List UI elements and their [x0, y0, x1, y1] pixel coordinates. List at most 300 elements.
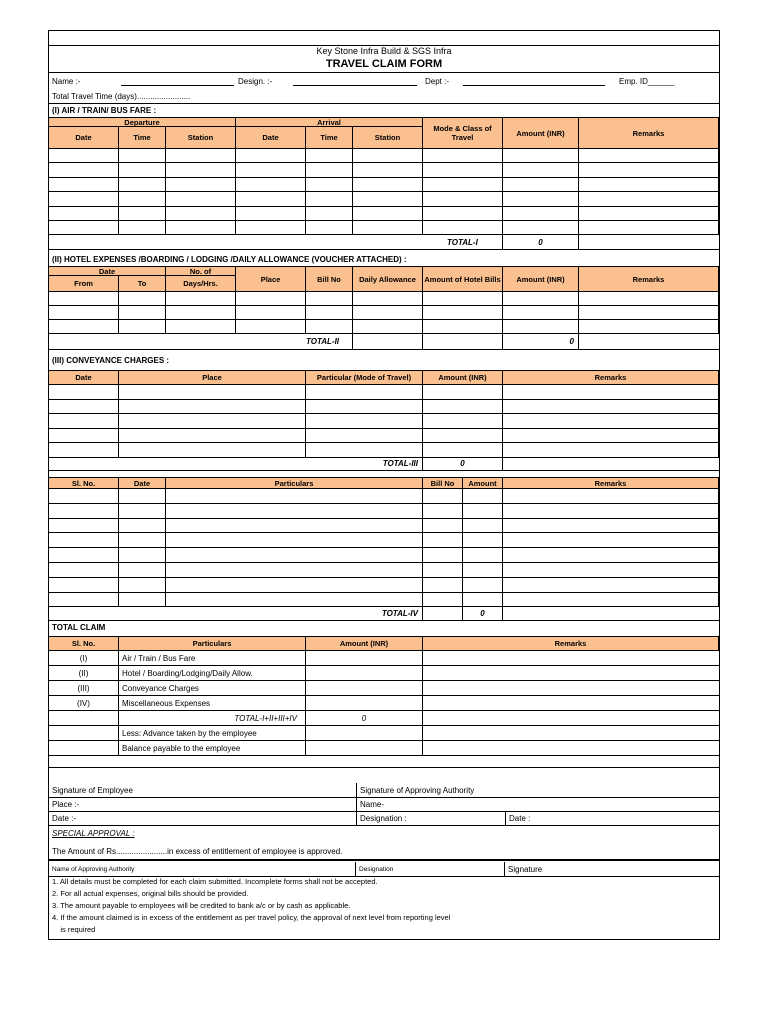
note-4: 4. If the amount claimed is in excess of the entitlement as per travel policy, the approval of next level from reporting level: [52, 913, 451, 922]
table-cell[interactable]: [49, 178, 119, 192]
departure-header: Departure: [49, 117, 236, 127]
table-cell[interactable]: [306, 385, 423, 400]
place-label[interactable]: Place :-: [49, 798, 356, 812]
table-cell[interactable]: [423, 651, 719, 666]
table-cell[interactable]: [423, 207, 503, 221]
table-cell[interactable]: [503, 385, 719, 400]
table-cell[interactable]: [49, 414, 119, 429]
date-group-header: Date: [49, 266, 166, 276]
table-cell[interactable]: [119, 504, 166, 519]
table-cell[interactable]: [49, 443, 119, 458]
table-cell[interactable]: [423, 221, 503, 235]
table-cell[interactable]: [463, 533, 503, 548]
table-cell[interactable]: [236, 320, 306, 334]
section1-title: (I) AIR / TRAIN/ BUS FARE :: [52, 106, 157, 115]
table-cell[interactable]: [503, 519, 719, 534]
table-cell[interactable]: [166, 149, 236, 163]
less-advance-label: Less: Advance taken by the employee: [119, 726, 306, 741]
table-cell[interactable]: [353, 163, 423, 177]
table-cell[interactable]: [119, 207, 166, 221]
table-cell[interactable]: [503, 292, 579, 306]
approver-date-label[interactable]: Date :: [505, 812, 719, 826]
table-cell[interactable]: [503, 192, 579, 206]
table-cell[interactable]: [503, 548, 719, 563]
table-cell[interactable]: [503, 533, 719, 548]
total-claim-sl: (III): [49, 681, 119, 696]
table-cell[interactable]: [353, 292, 423, 306]
table-cell[interactable]: [119, 306, 166, 320]
table-cell[interactable]: [579, 207, 719, 221]
table-cell[interactable]: [119, 221, 166, 235]
section4-col-header: Particulars: [166, 477, 423, 489]
section4-data-row: [49, 563, 719, 578]
section3-col-header: Date: [49, 370, 119, 385]
table-cell: [49, 741, 119, 756]
special-approval-title-row: [49, 826, 719, 840]
total-claim-col-header: Particulars: [119, 636, 306, 651]
section1-col-header: Amount (INR): [503, 117, 579, 149]
balance-label: Balance payable to the employee: [119, 741, 306, 756]
table-cell[interactable]: [119, 533, 166, 548]
table-cell[interactable]: [463, 563, 503, 578]
section1-data-row: [49, 192, 719, 206]
table-cell: [49, 726, 119, 741]
section1-total-row: [49, 235, 719, 250]
table-cell[interactable]: [503, 400, 719, 415]
table-cell[interactable]: [503, 414, 719, 429]
table-cell[interactable]: [119, 292, 166, 306]
table-cell[interactable]: [49, 149, 119, 163]
section1-total-label: TOTAL-I: [423, 235, 503, 250]
table-cell[interactable]: [423, 306, 503, 320]
table-cell[interactable]: [423, 334, 503, 350]
table-cell[interactable]: [463, 578, 503, 593]
table-cell[interactable]: [306, 666, 423, 681]
section2-title: (II) HOTEL EXPENSES /BOARDING / LODGING /DAILY ALLOWANCE (VOUCHER ATTACHED) :: [52, 255, 407, 264]
table-cell[interactable]: [306, 149, 353, 163]
section4-total-value: 0: [463, 607, 503, 621]
total-claim-total-value: 0: [306, 711, 423, 726]
table-cell[interactable]: [423, 443, 503, 458]
table-cell[interactable]: [166, 320, 236, 334]
section2-col-header: Daily Allowance: [353, 266, 423, 292]
total-claim-title: TOTAL CLAIM: [52, 623, 106, 632]
section3-header-row: [49, 370, 719, 385]
table-cell[interactable]: [166, 489, 423, 504]
table-cell[interactable]: [236, 192, 306, 206]
section4-col-header: Amount: [463, 477, 503, 489]
table-cell[interactable]: [119, 489, 166, 504]
section4-data-row: [49, 593, 719, 608]
section4-col-header: Sl. No.: [49, 477, 119, 489]
top-strip: [49, 31, 719, 46]
designation-label: Design. :-: [238, 76, 273, 86]
table-cell[interactable]: [166, 519, 423, 534]
travel-time-label[interactable]: Total Travel Time (days)........................: [52, 91, 191, 101]
section3-col-header: Remarks: [503, 370, 719, 385]
table-cell[interactable]: [49, 163, 119, 177]
approving-authority-signature-label[interactable]: Signature: [508, 864, 543, 874]
table-cell[interactable]: [166, 163, 236, 177]
section2-col-header: Remarks: [579, 266, 719, 292]
total-claim-title-row: [49, 621, 719, 634]
table-cell[interactable]: [579, 192, 719, 206]
table-cell[interactable]: [306, 443, 423, 458]
table-cell[interactable]: [236, 207, 306, 221]
section2-title-row: [49, 253, 719, 266]
table-cell[interactable]: [503, 178, 579, 192]
table-cell[interactable]: [353, 192, 423, 206]
table-cell[interactable]: [166, 504, 423, 519]
table-cell[interactable]: [306, 400, 423, 415]
table-cell[interactable]: [423, 726, 719, 741]
table-cell[interactable]: [423, 593, 463, 608]
divider: [49, 860, 719, 861]
name-field[interactable]: [121, 85, 234, 86]
total-claim-row: [49, 681, 719, 696]
table-cell[interactable]: [503, 593, 719, 608]
section2-col-header: Place: [236, 266, 306, 292]
table-cell[interactable]: [49, 306, 119, 320]
table-cell[interactable]: [423, 533, 463, 548]
section3-col-header: Amount (INR): [423, 370, 503, 385]
table-cell[interactable]: [463, 489, 503, 504]
table-cell[interactable]: [166, 192, 236, 206]
section3-col-header: Place: [119, 370, 306, 385]
table-cell[interactable]: [503, 443, 719, 458]
table-cell[interactable]: [166, 221, 236, 235]
table-cell[interactable]: [306, 414, 423, 429]
table-cell[interactable]: [49, 504, 119, 519]
table-cell[interactable]: [306, 696, 423, 711]
section3-data-row: [49, 400, 719, 415]
form-title: TRAVEL CLAIM FORM: [49, 58, 719, 73]
table-cell[interactable]: [463, 593, 503, 608]
section4-data-row: [49, 504, 719, 519]
special-approval-title: SPECIAL APPROVAL :: [52, 828, 135, 838]
total-claim-sl: (I): [49, 651, 119, 666]
table-cell[interactable]: [306, 429, 423, 444]
table-cell[interactable]: [579, 221, 719, 235]
section3-data-row: [49, 414, 719, 429]
table-cell[interactable]: [423, 429, 503, 444]
total-claim-row: [49, 651, 719, 666]
section1-group-header: [49, 117, 719, 127]
date-row: [49, 812, 719, 826]
section1-data-row: [49, 207, 719, 221]
approving-authority-designation-label[interactable]: Designation: [356, 862, 505, 876]
section1-col-header: Date: [236, 127, 306, 149]
table-cell[interactable]: [236, 163, 306, 177]
table-cell[interactable]: [503, 458, 719, 471]
table-cell[interactable]: [423, 320, 503, 334]
approver-designation-label[interactable]: Designation :: [356, 812, 505, 826]
table-cell[interactable]: [49, 292, 119, 306]
table-cell[interactable]: [353, 306, 423, 320]
section2-col-header: Amount of Hotel Bills: [423, 266, 503, 292]
table-cell[interactable]: [579, 163, 719, 177]
section2-col-header: Bill No: [306, 266, 353, 292]
arrival-header: Arrival: [236, 117, 423, 127]
table-cell[interactable]: [423, 163, 503, 177]
section4-data-row: [49, 489, 719, 504]
table-cell[interactable]: [306, 292, 353, 306]
table-cell[interactable]: [119, 443, 306, 458]
table-cell[interactable]: [166, 548, 423, 563]
section4-data-row: [49, 533, 719, 548]
section3-data-row: [49, 443, 719, 458]
table-cell[interactable]: [423, 192, 503, 206]
table-cell[interactable]: [503, 504, 719, 519]
travel-time-row: [49, 89, 719, 103]
signature-row: [49, 783, 719, 798]
table-cell[interactable]: [236, 149, 306, 163]
table-cell[interactable]: [423, 681, 719, 696]
table-cell[interactable]: [423, 400, 503, 415]
table-cell[interactable]: [306, 221, 353, 235]
total-claim-col-header: Amount (INR): [306, 636, 423, 651]
note-3: 3. The amount payable to employees will be credited to bank a/c or by cash as applicable.: [52, 901, 351, 910]
table-cell[interactable]: [49, 563, 119, 578]
total-claim-row: [49, 666, 719, 681]
table-cell[interactable]: [119, 385, 306, 400]
table-cell[interactable]: [503, 320, 579, 334]
section3-data-row: [49, 429, 719, 444]
table-cell[interactable]: [49, 221, 119, 235]
designation-field[interactable]: [293, 85, 417, 86]
section2-total-label: TOTAL-II: [306, 334, 353, 350]
note-5: is required: [52, 925, 96, 934]
table-cell[interactable]: [503, 163, 579, 177]
place-row: [49, 798, 719, 812]
section1-col-header: Remarks: [579, 117, 719, 149]
total-claim-col-header: Sl. No.: [49, 636, 119, 651]
name-label: Name :-: [52, 76, 81, 86]
table-cell[interactable]: [49, 429, 119, 444]
section2-col-header: Amount (INR): [503, 266, 579, 292]
total-claim-row: [49, 696, 719, 711]
total-claim-total-label: TOTAL-I+II+III+IV: [119, 711, 306, 726]
table-cell[interactable]: [353, 334, 423, 350]
authority-signature-label: Signature of Approving Authority: [356, 783, 719, 798]
table-cell[interactable]: [306, 681, 423, 696]
section1-col-header: Station: [353, 127, 423, 149]
table-cell[interactable]: [579, 320, 719, 334]
balance-row: [49, 741, 719, 756]
table-cell[interactable]: [49, 400, 119, 415]
table-cell[interactable]: [503, 489, 719, 504]
table-cell: [49, 458, 306, 471]
table-cell[interactable]: [166, 593, 423, 608]
table-cell[interactable]: [119, 593, 166, 608]
table-cell[interactable]: [166, 563, 423, 578]
total-claim-particular: Air / Train / Bus Fare: [119, 651, 306, 666]
section2-data-row: [49, 320, 719, 334]
travel-claim-form: [48, 30, 720, 940]
total-claim-sl: (II): [49, 666, 119, 681]
section3-col-header: Particular (Mode of Travel): [306, 370, 423, 385]
table-cell[interactable]: [306, 192, 353, 206]
table-cell[interactable]: [503, 563, 719, 578]
section1-data-row: [49, 163, 719, 177]
table-cell[interactable]: [119, 178, 166, 192]
table-cell[interactable]: [503, 578, 719, 593]
section3-total-value: 0: [423, 458, 503, 471]
table-cell[interactable]: [49, 320, 119, 334]
table-cell[interactable]: [49, 519, 119, 534]
table-cell[interactable]: [423, 666, 719, 681]
section4-data-row: [49, 519, 719, 534]
table-cell[interactable]: [423, 607, 463, 621]
table-cell[interactable]: [236, 306, 306, 320]
section1-col-header: Mode & Class of Travel: [423, 117, 503, 149]
table-cell[interactable]: [119, 320, 166, 334]
section1-data-row: [49, 149, 719, 163]
table-cell[interactable]: [306, 320, 353, 334]
table-cell[interactable]: [423, 741, 719, 756]
section2-col-header: Days/Hrs.: [166, 276, 236, 292]
table-cell[interactable]: [49, 548, 119, 563]
less-advance-row: [49, 726, 719, 741]
employee-signature-label: Signature of Employee: [49, 783, 356, 798]
total-claim-particular: Hotel / Boarding/Lodging/Daily Allow.: [119, 666, 306, 681]
table-cell[interactable]: [49, 578, 119, 593]
table-cell[interactable]: [423, 519, 463, 534]
table-cell[interactable]: [236, 221, 306, 235]
table-cell[interactable]: [423, 414, 503, 429]
table-cell[interactable]: [423, 548, 463, 563]
table-cell[interactable]: [423, 178, 503, 192]
no-of-header: No. of: [166, 266, 236, 276]
section2-data-row: [49, 306, 719, 320]
total-claim-col-header: Remarks: [423, 636, 719, 651]
table-cell[interactable]: [306, 207, 353, 221]
table-cell[interactable]: [503, 429, 719, 444]
section3-data-row: [49, 385, 719, 400]
section4-data-row: [49, 548, 719, 563]
table-cell[interactable]: [49, 593, 119, 608]
table-cell[interactable]: [423, 578, 463, 593]
table-cell[interactable]: [236, 178, 306, 192]
table-cell[interactable]: [463, 519, 503, 534]
table-cell[interactable]: [579, 334, 719, 350]
table-cell[interactable]: [49, 385, 119, 400]
table-cell[interactable]: [166, 578, 423, 593]
table-cell[interactable]: [503, 149, 579, 163]
table-cell[interactable]: [503, 207, 579, 221]
section4-col-header: Date: [119, 477, 166, 489]
section4-col-header: Bill No: [423, 477, 463, 489]
table-cell[interactable]: [119, 563, 166, 578]
table-cell[interactable]: [119, 548, 166, 563]
table-cell[interactable]: [579, 306, 719, 320]
table-cell[interactable]: [166, 292, 236, 306]
table-cell[interactable]: [119, 578, 166, 593]
table-cell[interactable]: [579, 235, 719, 250]
table-cell[interactable]: [353, 178, 423, 192]
dept-field[interactable]: [463, 85, 605, 86]
table-cell[interactable]: [579, 178, 719, 192]
table-cell[interactable]: [236, 292, 306, 306]
table-cell[interactable]: [306, 306, 353, 320]
table-cell[interactable]: [119, 400, 306, 415]
table-cell[interactable]: [353, 221, 423, 235]
table-cell[interactable]: [119, 519, 166, 534]
table-cell[interactable]: [119, 149, 166, 163]
table-cell[interactable]: [306, 163, 353, 177]
table-cell[interactable]: [119, 414, 306, 429]
table-cell[interactable]: [579, 292, 719, 306]
dept-label: Dept :-: [425, 76, 450, 86]
section2-col-header: To: [119, 276, 166, 292]
section2-header-row: [49, 266, 719, 292]
table-cell[interactable]: [463, 548, 503, 563]
table-cell[interactable]: [49, 207, 119, 221]
notes: [49, 877, 719, 937]
table-cell[interactable]: [423, 563, 463, 578]
table-cell[interactable]: [166, 178, 236, 192]
section3-title: (III) CONVEYANCE CHARGES :: [52, 355, 170, 365]
table-cell[interactable]: [119, 163, 166, 177]
table-cell[interactable]: [423, 696, 719, 711]
table-cell[interactable]: [503, 221, 579, 235]
table-cell[interactable]: [503, 306, 579, 320]
table-cell[interactable]: [49, 489, 119, 504]
approving-authority-name-label[interactable]: Name of Approving Authority: [49, 862, 356, 876]
section3-total-row: [49, 458, 719, 471]
table-cell[interactable]: [423, 149, 503, 163]
approver-name-label[interactable]: Name-: [356, 798, 719, 812]
table-cell[interactable]: [119, 429, 306, 444]
section1-col-header: Time: [119, 127, 166, 149]
employee-date-label[interactable]: Date :-: [49, 812, 356, 826]
table-cell[interactable]: [423, 504, 463, 519]
table-cell[interactable]: [166, 306, 236, 320]
table-cell[interactable]: [423, 292, 503, 306]
table-cell[interactable]: [463, 504, 503, 519]
table-cell[interactable]: [353, 320, 423, 334]
table-cell[interactable]: [49, 533, 119, 548]
info-row: [49, 73, 719, 89]
section2-data-row: [49, 292, 719, 306]
table-cell[interactable]: [306, 741, 423, 756]
section1-col-header: Time: [306, 127, 353, 149]
table-cell[interactable]: [119, 192, 166, 206]
table-cell[interactable]: [353, 207, 423, 221]
table-cell[interactable]: [166, 533, 423, 548]
table-cell: [49, 334, 306, 350]
table-cell[interactable]: [166, 207, 236, 221]
table-cell[interactable]: [306, 178, 353, 192]
table-cell[interactable]: [49, 192, 119, 206]
section2-total-value: 0: [503, 334, 579, 350]
table-cell[interactable]: [423, 489, 463, 504]
table-cell[interactable]: [503, 607, 719, 621]
table-cell[interactable]: [423, 385, 503, 400]
emp-id-label[interactable]: Emp. ID______: [619, 76, 675, 86]
company-name: Key Stone Infra Build & SGS Infra: [316, 46, 452, 56]
section3-total-label: TOTAL-III: [306, 458, 423, 471]
table-cell[interactable]: [306, 726, 423, 741]
total-claim-particular: Miscellaneous Expenses: [119, 696, 306, 711]
note-1: 1. All details must be completed for each claim submitted. Incomplete forms shall not be accepted.: [52, 877, 378, 886]
table-cell[interactable]: [579, 149, 719, 163]
table-cell[interactable]: [423, 711, 719, 726]
section1-title-row: [49, 104, 719, 117]
table-cell[interactable]: [306, 651, 423, 666]
table-cell[interactable]: [353, 149, 423, 163]
section1-data-row: [49, 221, 719, 235]
